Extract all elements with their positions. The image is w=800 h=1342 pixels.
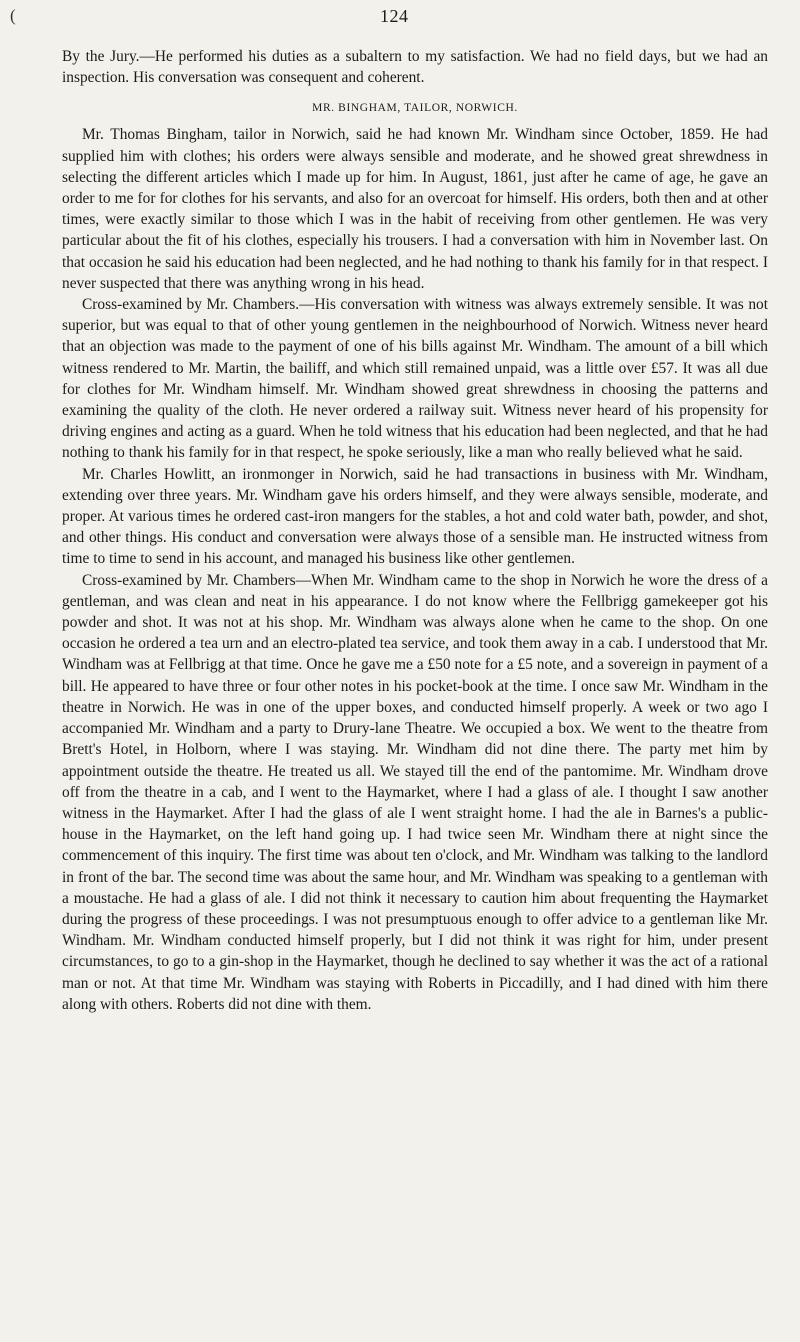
paragraph-bingham-testimony: Mr. Thomas Bingham, tailor in Norwich, said he had known Mr. Windham since October, 1859. He had supplied him with clothes; his orders were always sensible and moderate, and he showed great shrewdness in selecting the different articles which I made up for him. In August, 1861, just after he came of age, he gave an order to me for for clothes for his servants, and also for an overcoat for himself. His orders, both then and at other times, were exactly similar to those which I was in the habit of receiving from other gentlemen. He was very particular about the fit of his clothes, especially his trousers. I had a conversation with him in November last. On that occasion he said his education had been neglected, and he had nothing to thank his family for in that respect. I never suspected that there was anything wrong in his head. <box>62 126 768 292</box>
page-edge-mark: ( <box>10 6 16 25</box>
paragraph-howlitt-testimony: Mr. Charles Howlitt, an ironmonger in Norwich, said he had transactions in business with Mr. Windham, extending over three years. Mr. Windham gave his orders himself, and they were always sensible, moderate, and proper. At various times he ordered cast-iron mangers for the stables, a hot and cold water bath, powder, and shot, and other things. His conduct and conversation were always those of a sensible man. He instructed witness from time to time to send in his account, and managed his business like other gentlemen. <box>62 465 768 568</box>
testimony-body <box>62 124 768 1015</box>
section-heading: MR. BINGHAM, TAILOR, NORWICH. <box>312 102 518 115</box>
page-number: 124 <box>380 6 409 26</box>
paragraph-howlitt-cross-examination: Cross-examined by Mr. Chambers—When Mr. Windham came to the shop in Norwich he wore the dress of a gentleman, and was clean and neat in his appearance. I do not know where the Fellbrigg gamekeeper got his powder and shot. It was not at his shop. Mr. Windham was always alone when he came to the shop. On one occasion he ordered a tea urn and an electro-plated tea service, and took them away in a cab. I understood that Mr. Windham was at Fellbrigg at that time. Once he gave me a £50 note for a £5 note, and a sovereign in payment of a bill. He appeared to have three or four other notes in his pocket-book at the time. I once saw Mr. Windham in the theatre in Norwich. He was in one of the upper boxes, and conducted himself properly. A week or two ago I accompanied Mr. Windham and a party to Drury-lane Theatre. We occupied a box. We went to the theatre from Brett's Hotel, in Holborn, where I was staying. Mr. Windham did not dine there. The party met him by appointment outside the theatre. He treated us all. We stayed till the end of the pantomime. Mr. Windham drove off from the theatre in a cab, and I went to the Haymarket, where I had a glass of ale. I thought I saw another witness in the Haymarket. After I had the glass of ale I went straight home. I had the ale in Barnes's a public-house in the Haymarket, on the left hand going up. I had twice seen Mr. Windham there at night since the commencement of this inquiry. The first time was about ten o'clock, and Mr. Windham was talking to the landlord in front of the bar. The second time was about the same hour, and Mr. Windham was speaking to a gentleman with a moustache. He had a glass of ale. I did not think it necessary to caution him about frequenting the Haymarket during the progress of these proceedings. I was not presumptuous enough to offer advice to a gentleman like Mr. Windham. Mr. Windham conducted himself properly, but I did not think it was right for him, under present circumstances, to go to a gin-shop in the Haymarket, though he declined to say whether it was the act of a rational man or not. At that time Mr. Windham was staying with Roberts in Piccadilly, and I had dined with him there along with others. Roberts did not dine with them. <box>62 571 768 1013</box>
paragraph-bingham-cross-examination: Cross-examined by Mr. Chambers.—His conversation with witness was always extremely sensible. It was not superior, but was equal to that of other young gentlemen in the neighbourhood of Norwich. Witness never heard that an objection was made to the payment of one of his bills against Mr. Windham. The amount of a bill which witness rendered to Mr. Martin, the bailiff, and which still remained unpaid, was a little over £57. It was all due for clothes for Mr. Windham himself. Mr. Windham showed great shrewdness in choosing the patterns and examining the quality of the cloth. He never ordered a railway suit. Witness never heard of his propensity for driving engines and acting as a guard. When he told witness that his education had been neglected, and that he had nothing to thank his family for in that respect, he spoke seriously, like a man who really believed what he said. <box>62 296 768 462</box>
intro-paragraph: By the Jury.—He performed his duties as a subaltern to my satisfaction. We had no field days, but we had an inspection. His conversation was consequent and coherent. <box>62 48 768 87</box>
